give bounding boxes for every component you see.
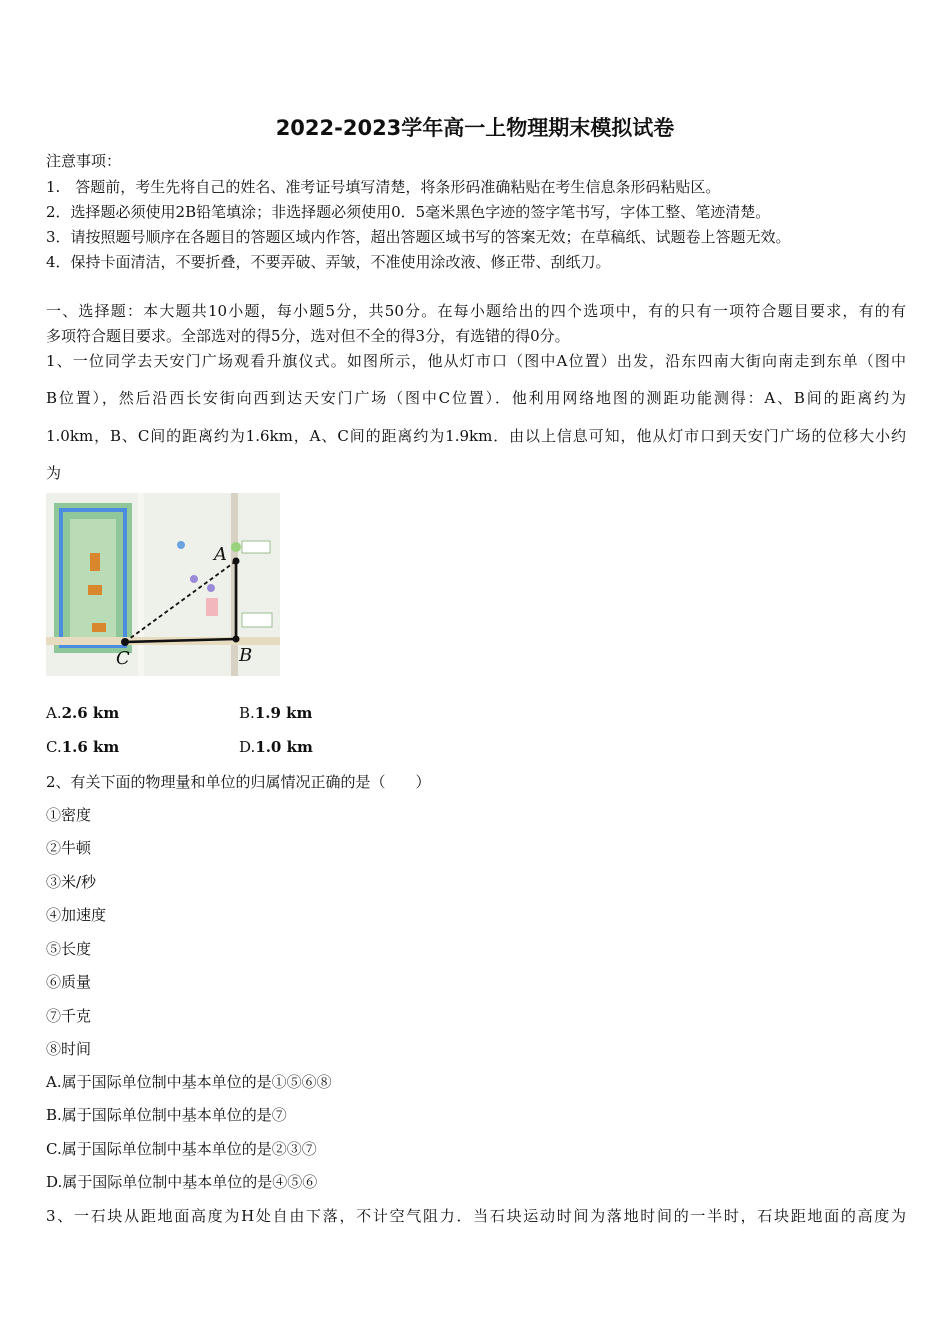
q1-option-a[interactable]: A.2.6 km [46,704,120,722]
notice-item-3: 3．请按照题号顺序在各题目的答题区域内作答，超出答题区域书写的答案无效；在草稿纸、试题卷上答题无效。 [46,228,791,246]
q3-stem: 3、一石块从距地面高度为H处自由下落，不计空气阻力．当石块运动时间为落地时间的一半时，石块距地面的高度为 [46,1207,906,1225]
q1-map-figure [46,493,280,676]
q1-stem-line1: 1、一位同学去天安门广场观看升旗仪式。如图所示，他从灯市口（图中A位置）出发，沿东四南大街向南走到东单（图中 [46,352,906,370]
q2-option-b[interactable]: B.属于国际单位制中基本单位的是⑦ [46,1106,287,1124]
q2-item-3: ③米/秒 [46,873,97,891]
q1-option-c[interactable]: C.1.6 km [46,738,120,756]
q2-item-8: ⑧时间 [46,1040,92,1058]
q2-item-6: ⑥质量 [46,973,92,991]
q2-option-c[interactable]: C.属于国际单位制中基本单位的是②③⑦ [46,1140,317,1158]
section-instructions-line2: 多项符合题目要求。全部选对的得5分，选对但不全的得3分，有选错的得0分。 [46,327,570,345]
notice-item-4: 4．保持卡面清洁，不要折叠，不要弄破、弄皱，不准使用涂改液、修正带、刮纸刀。 [46,253,611,271]
q2-item-4: ④加速度 [46,906,107,924]
q1-stem-line4: 为 [46,464,62,482]
q1-stem-line3: 1.0km，B、C间的距离约为1.6km，A、C间的距离约为1.9km．由以上信息可知，他从灯市口到天安门广场的位移大小约 [46,427,906,445]
map-label-c: C [116,648,130,669]
map-label-a: A [214,544,227,565]
q1-option-b[interactable]: B.1.9 km [239,704,313,722]
section-instructions-line1: 一、选择题：本大题共10小题，每小题5分，共50分。在每小题给出的四个选项中，有的只有一项符合题目要求，有的有 [46,302,906,320]
q1-option-d[interactable]: D.1.0 km [239,738,313,756]
q2-item-2: ②牛顿 [46,839,92,857]
notice-item-2: 2．选择题必须使用2B铅笔填涂；非选择题必须使用0．5毫米黑色字迹的签字笔书写，字体工整、笔迹清楚。 [46,203,771,221]
map-label-b: B [239,645,253,666]
notice-item-1: 1. 答题前，考生先将自己的姓名、准考证号填写清楚，将条形码准确粘贴在考生信息条形码粘贴区。 [46,178,721,196]
q2-item-1: ①密度 [46,806,92,824]
q2-stem: 2、有关下面的物理量和单位的归属情况正确的是（ ） [46,773,431,791]
q2-option-a[interactable]: A.属于国际单位制中基本单位的是①⑤⑥⑧ [46,1073,332,1091]
q2-item-5: ⑤长度 [46,940,92,958]
page-title: 2022-2023学年高一上物理期末模拟试卷 [275,116,675,140]
q2-item-7: ⑦千克 [46,1007,92,1025]
q2-option-d[interactable]: D.属于国际单位制中基本单位的是④⑤⑥ [46,1173,318,1191]
q1-stem-line2: B位置），然后沿西长安街向西到达天安门广场（图中C位置）．他利用网络地图的测距功能测得：A、B间的距离约为 [46,389,906,407]
notice-heading: 注意事项： [46,152,122,170]
